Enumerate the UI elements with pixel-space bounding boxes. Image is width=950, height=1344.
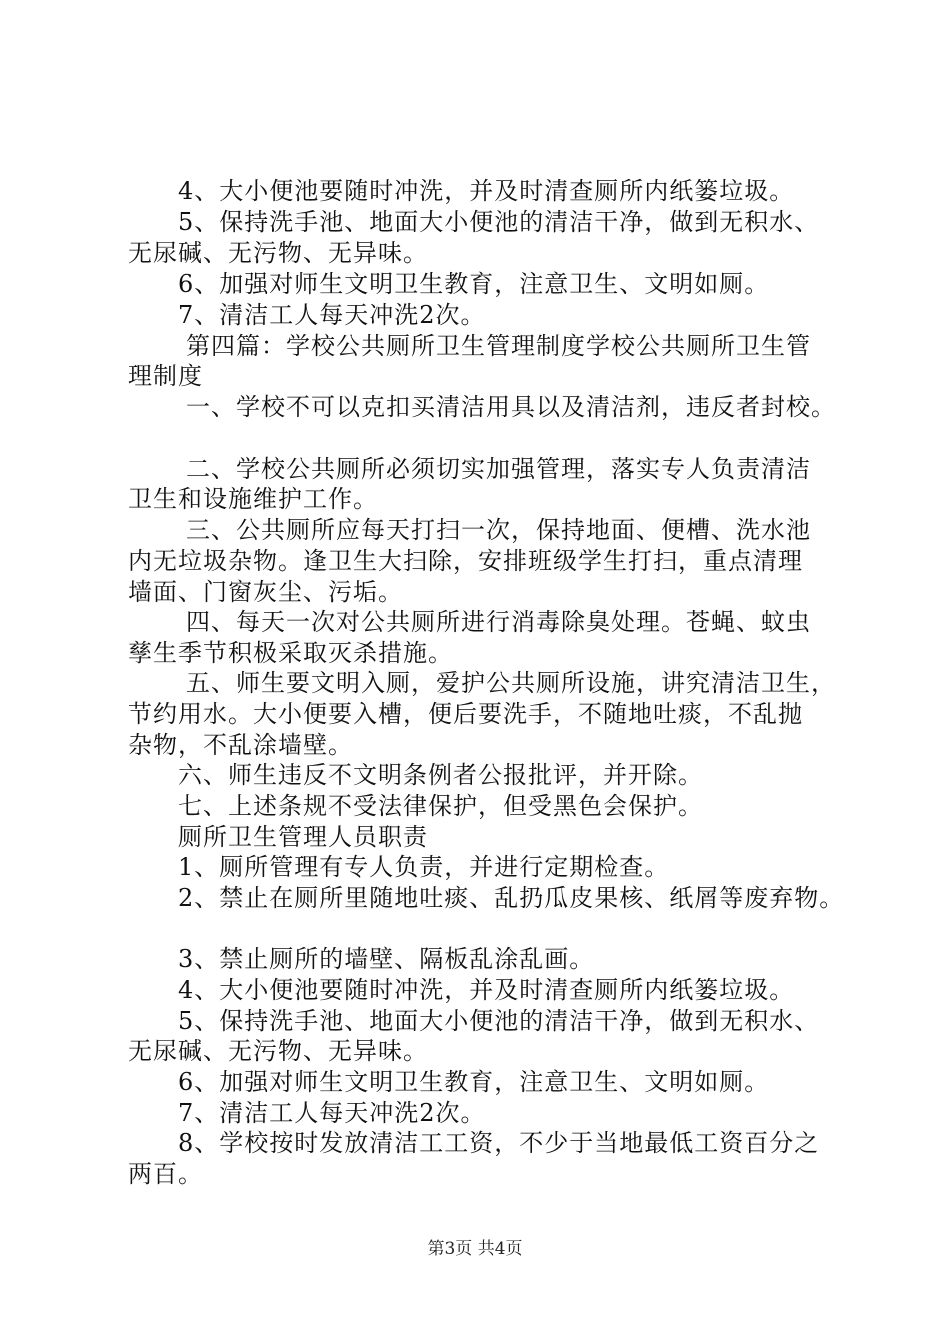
paragraph-line: 5、保持洗手池、地面大小便池的清洁干净，做到无积水、 xyxy=(178,1007,820,1035)
paragraph-line: 7、清洁工人每天冲洗2次。 xyxy=(178,301,486,329)
paragraph-line: 无尿碱、无污物、无异味。 xyxy=(128,239,428,267)
paragraph-line: 七、上述条规不受法律保护，但受黑色会保护。 xyxy=(178,792,703,820)
paragraph-line: 8、学校按时发放清洁工工资，不少于当地最低工资百分之 xyxy=(178,1129,820,1157)
paragraph-line: 4、大小便池要随时冲洗，并及时清查厕所内纸篓垃圾。 xyxy=(178,976,795,1004)
section-heading: 理制度 xyxy=(128,362,203,390)
paragraph-line: 四、每天一次对公共厕所进行消毒除臭处理。苍蝇、蚊虫 xyxy=(186,608,811,636)
paragraph-line: 内无垃圾杂物。逢卫生大扫除，安排班级学生打扫，重点清理 xyxy=(128,547,803,575)
paragraph-line: 六、师生违反不文明条例者公报批评，并开除。 xyxy=(178,761,703,789)
paragraph-line: 6、加强对师生文明卫生教育，注意卫生、文明如厕。 xyxy=(178,270,770,298)
paragraph-line: 5、保持洗手池、地面大小便池的清洁干净，做到无积水、 xyxy=(178,208,820,236)
paragraph-line: 二、学校公共厕所必须切实加强管理，落实专人负责清洁 xyxy=(186,455,811,483)
paragraph-line: 两百。 xyxy=(128,1160,203,1188)
subheading: 厕所卫生管理人员职责 xyxy=(178,823,428,851)
section-heading: 第四篇：学校公共厕所卫生管理制度学校公共厕所卫生管 xyxy=(186,332,811,360)
paragraph-line: 墙面、门窗灰尘、污垢。 xyxy=(128,578,403,606)
paragraph-line: 卫生和设施维护工作。 xyxy=(128,485,378,513)
paragraph-line: 2、禁止在厕所里随地吐痰、乱扔瓜皮果核、纸屑等废弃物。 xyxy=(178,884,845,912)
paragraph-line: 6、加强对师生文明卫生教育，注意卫生、文明如厕。 xyxy=(178,1068,770,1096)
paragraph-line: 杂物，不乱涂墙壁。 xyxy=(128,731,353,759)
paragraph-line: 节约用水。大小便要入槽，便后要洗手，不随地吐痰，不乱抛 xyxy=(128,700,803,728)
paragraph-line: 4、大小便池要随时冲洗，并及时清查厕所内纸篓垃圾。 xyxy=(178,177,795,205)
paragraph-line: 1、厕所管理有专人负责，并进行定期检查。 xyxy=(178,853,670,881)
paragraph-line: 孳生季节积极采取灭杀措施。 xyxy=(128,639,453,667)
paragraph-line: 一、学校不可以克扣买清洁用具以及清洁剂，违反者封校。 xyxy=(186,393,836,421)
paragraph-line: 三、公共厕所应每天打扫一次，保持地面、便槽、洗水池 xyxy=(186,516,811,544)
paragraph-line: 五、师生要文明入厕，爱护公共厕所设施，讲究清洁卫生， xyxy=(186,669,836,697)
page-number-footer: 第3页 共4页 xyxy=(427,1239,523,1259)
paragraph-line: 3、禁止厕所的墙壁、隔板乱涂乱画。 xyxy=(178,945,595,973)
paragraph-line: 7、清洁工人每天冲洗2次。 xyxy=(178,1099,486,1127)
paragraph-line: 无尿碱、无污物、无异味。 xyxy=(128,1037,428,1065)
